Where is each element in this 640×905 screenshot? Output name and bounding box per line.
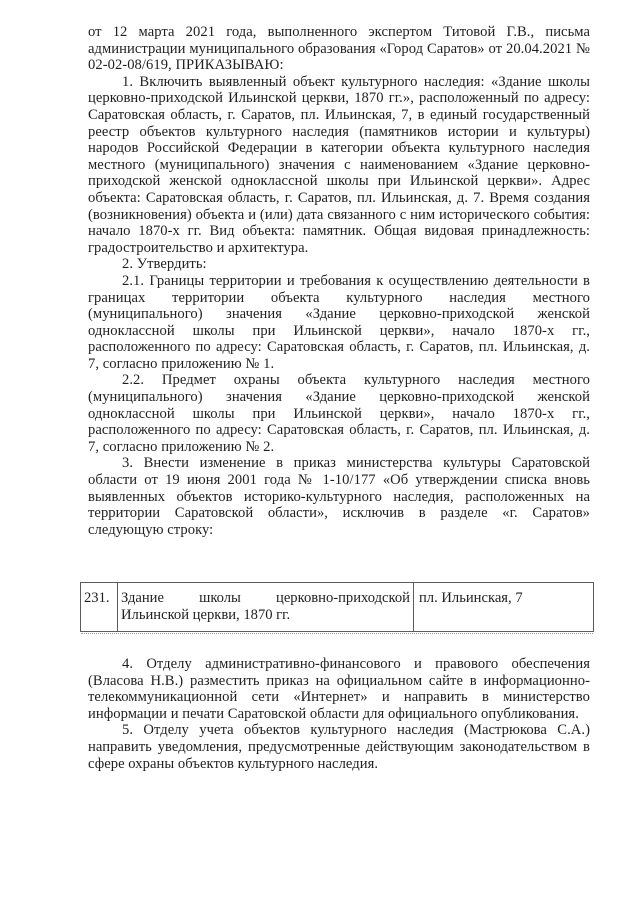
item-2-2-paragraph: 2.2. Предмет охраны объекта культурного наследия местного (муниципального) значения «Здание церковно-приходской женской одноклассной школы при Ильинской церкви», начало 1870-х гг., расположенного по адресу: Саратовская область, г. Саратов, пл. Ильинская, д. 7, согласно приложению № 2. [88,372,590,455]
item-2-paragraph: 2. Утвердить: [122,256,207,273]
item-3-paragraph: 3. Внести изменение в приказ министерства культуры Саратовской области от 19 июня 2001 года № 1-10/177 «Об утверждении списка вновь выявленных объектов историко-культурного наследия, расположенных на территории Саратовской области», исключив в разделе «г. Саратов» следующую строку: [88,455,590,538]
excluded-row-table [80,582,594,632]
intro-paragraph: от 12 марта 2021 года, выполненного экспертом Титовой Г.В., письма администрации муниципального образования «Город Саратов» от 20.04.2021 № 02-02-08/619, ПРИКАЗЫВАЮ: [88,24,590,74]
item-2-1-paragraph: 2.1. Границы территории и требования к осуществлению деятельности в границах территории объекта культурного наследия местного (муниципального) значения «Здание церковно-приходской женской одноклассной школы при Ильинской церкви», начало 1870-х гг., расположенного по адресу: Саратовская область, г. Саратов, пл. Ильинская, д. 7, согласно приложению № 1. [88,272,590,372]
document-text-bottom [88,656,590,772]
table-cell-address: пл. Ильинская, 7 [419,590,523,606]
item-1-paragraph: 1. Включить выявленный объект культурного наследия: «Здание школы церковно-приходской Ильинской церкви, 1870 гг.», расположенный по адресу: Саратовская область, г. Саратов, пл. Ильинская, 7, в единый государственный реестр объектов культурного наследия (памятников истории и культуры) народов Российской Федерации в категории объекта культурного наследия местного (муниципального) значения с наименованием «Здание церковно-приходской женской одноклассной школы при Ильинской церкви». Адрес объекта: Саратовская область, г. Саратов, пл. Ильинская, д. 7. Время создания (возникновения) объекта и (или) дата связанного с ним исторического события: начало 1870-х гг. Вид объекта: памятник. Общая видовая принадлежность: градостроительство и архитектура. [88,73,590,256]
document-text-top [88,24,590,538]
table-cell-number: 231. [81,583,118,631]
item-4-paragraph: 4. Отделу административно-финансового и правового обеспечения (Власова Н.В.) разместить приказ на официальном сайте в информационно-телекоммуникационной сети «Интернет» и направить в министерство информации и печати Саратовской области для официального опубликования. [88,656,590,722]
table-cell-name: Здание школы церковно-приходской Ильинской церкви, 1870 гг. [118,583,414,631]
item-5-paragraph: 5. Отделу учета объектов культурного наследия (Мастрюкова С.А.) направить уведомления, предусмотренные действующим законодательством в сфере охраны объектов культурного наследия. [88,722,590,772]
